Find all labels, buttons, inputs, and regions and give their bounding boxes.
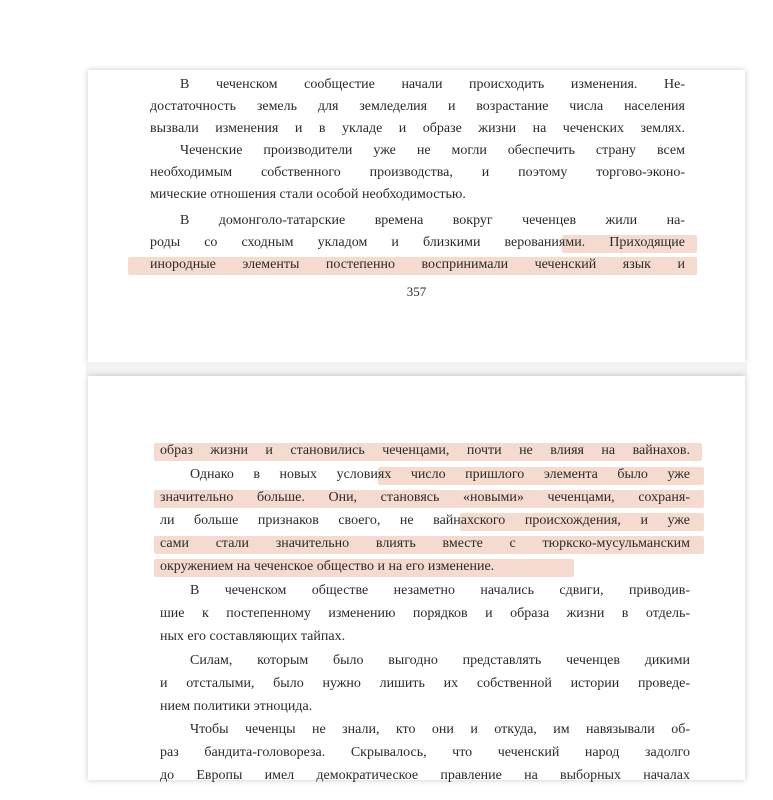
line-text: сами стали значительно влиять вместе с тюркско-мусульманским <box>160 536 690 551</box>
text-line <box>160 512 690 530</box>
text-line <box>150 256 685 274</box>
text-line <box>160 652 690 670</box>
text-line <box>160 675 690 693</box>
text-line <box>160 489 690 507</box>
line-text: нием политики этноцида. <box>160 699 313 714</box>
line-text: ли больше признаков своего, не вайнахского происхождения, и уже <box>160 513 690 528</box>
line-text: значительно больше. Они, становясь «новыми» чеченцами, сохраня- <box>160 490 690 505</box>
page-number: 357 <box>406 284 427 299</box>
line-text: Силам, которым было выгодно представлять чеченцев дикими <box>190 653 690 668</box>
text-line <box>150 164 685 182</box>
text-line <box>150 76 685 94</box>
line-text: Однако в новых условиях число пришлого элемента было уже <box>190 467 690 482</box>
line-text: В чеченском сообщестие начали происходить изменения. Не- <box>180 77 685 92</box>
line-text: до Европы имел демократическое правление на выборных началах <box>160 768 690 783</box>
text-line <box>160 698 690 716</box>
text-line <box>160 605 690 623</box>
text-line <box>150 234 685 252</box>
text-line <box>150 186 685 204</box>
text-line <box>160 535 690 553</box>
line-text: образ жизни и становились чеченцами, почти не влияя на вайнахов. <box>160 443 690 458</box>
text-line <box>160 466 690 484</box>
text-line <box>150 212 685 230</box>
line-text: необходимым собственного производства, и поэтому торгово-эконо- <box>150 165 685 180</box>
text-line <box>150 142 685 160</box>
line-text: раз бандита-головореза. Скрывалось, что чеченский народ задолго <box>160 745 690 760</box>
book-page-358 <box>88 376 745 783</box>
text-line <box>150 120 685 138</box>
text-line <box>160 442 690 460</box>
line-text: окружением на чеченское общество и на его изменение. <box>160 559 495 574</box>
line-text: вызвали изменения и в укладе и образе жизни на чеченских землях. <box>150 121 685 136</box>
text-line <box>160 767 690 785</box>
line-text: В чеченском обществе незаметно начались сдвиги, приводив- <box>190 583 690 598</box>
line-text: В домонголо-татарские времена вокруг чеченцев жили на- <box>180 213 685 228</box>
line-text: мические отношения стали особой необходимостью. <box>150 187 466 202</box>
line-text: шие к постепенному изменению порядков и образа жизни в отдель- <box>160 606 690 621</box>
page-divider <box>86 362 747 376</box>
text-line <box>150 98 685 116</box>
text-line <box>160 628 690 646</box>
text-line <box>160 582 690 600</box>
line-text: Чеченские производители уже не могли обеспечить страну всем <box>180 143 685 158</box>
text-line <box>160 744 690 762</box>
text-line <box>160 721 690 739</box>
line-text: инородные элементы постепенно воспринимали чеченский язык и <box>150 257 685 272</box>
line-text: Чтобы чеченцы не знали, кто они и откуда, им навязывали об- <box>190 722 690 737</box>
line-text: ных его составляющих тайпах. <box>160 629 346 644</box>
line-text: роды со сходным укладом и близкими верованиями. Приходящие <box>150 235 685 250</box>
line-text: и отсталыми, было нужно лишить их собственной истории проведе- <box>160 676 690 691</box>
text-line <box>160 558 690 576</box>
book-page-357 <box>88 70 745 362</box>
line-text: достаточность земель для земледелия и возрастание числа населения <box>150 99 685 114</box>
